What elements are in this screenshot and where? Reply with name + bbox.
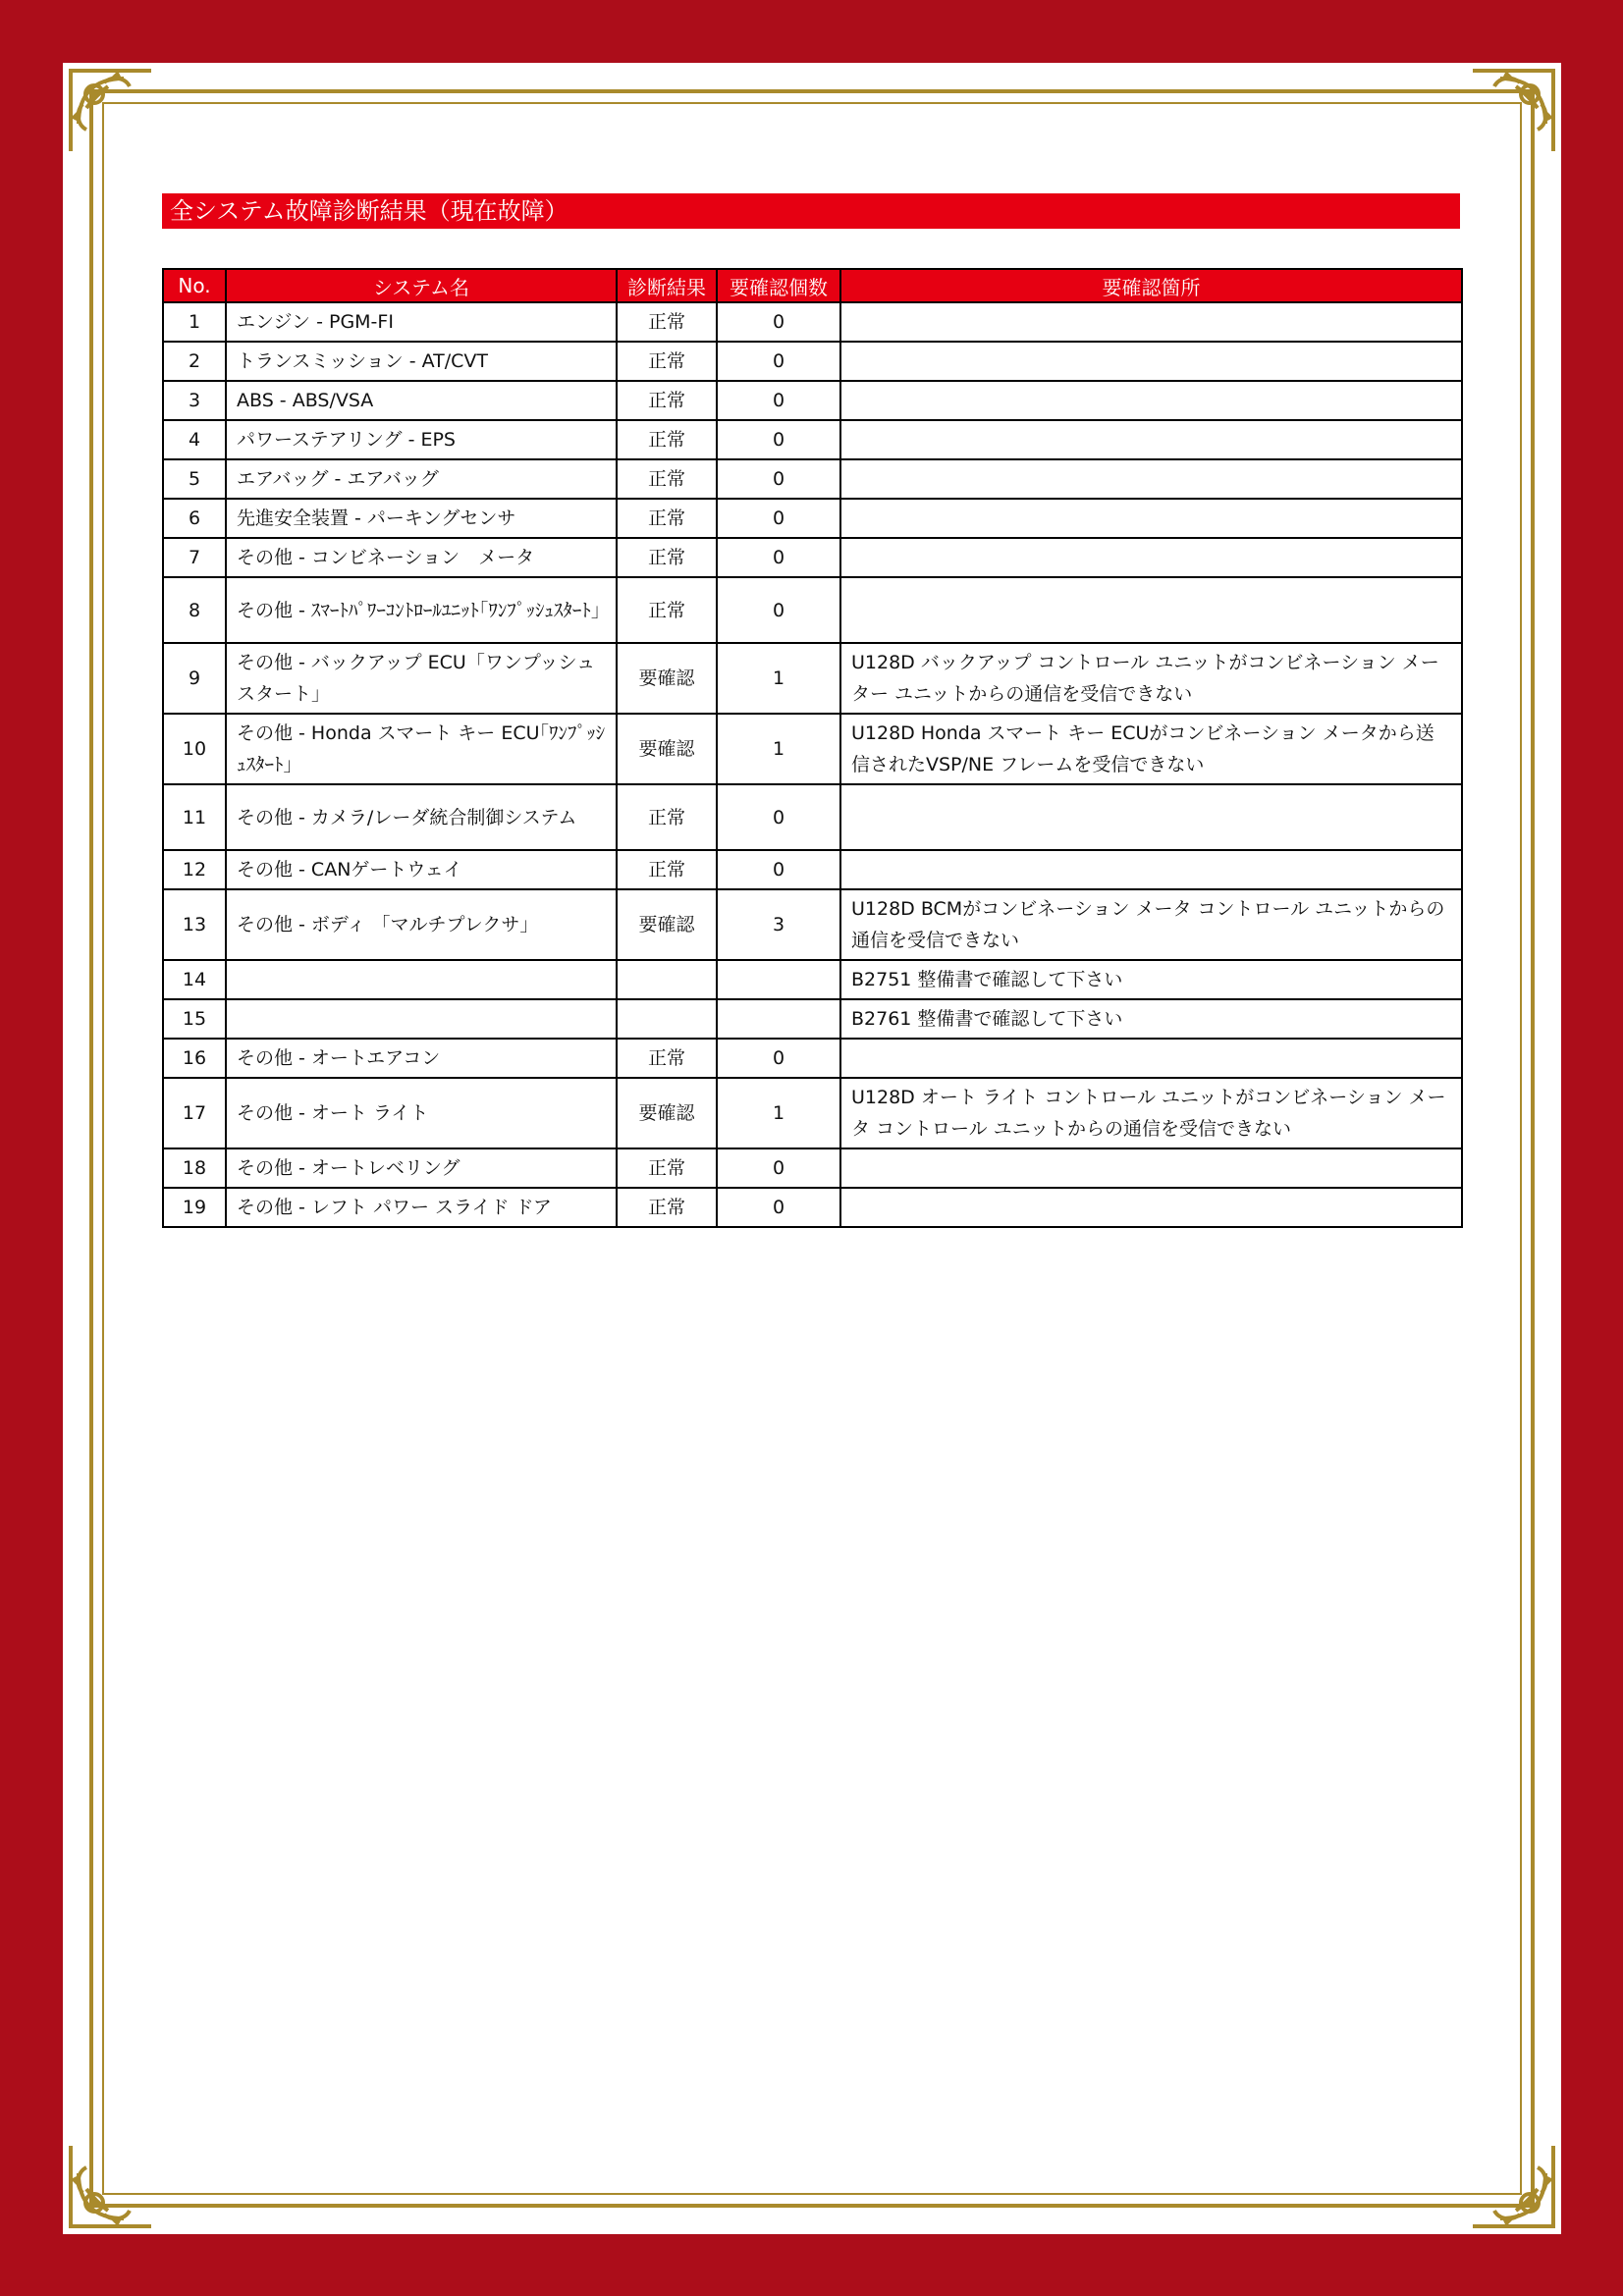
row-count: 0 xyxy=(717,459,840,499)
row-system: その他 - コンビネーション メータ xyxy=(226,538,617,577)
row-details xyxy=(840,342,1462,381)
row-result: 要確認 xyxy=(617,1078,717,1148)
table-header-row xyxy=(163,269,1462,302)
header-result: 診断結果 xyxy=(617,269,717,302)
row-no: 9 xyxy=(163,643,226,714)
row-count: 0 xyxy=(717,1039,840,1078)
header-system: システム名 xyxy=(226,269,617,302)
row-count: 1 xyxy=(717,643,840,714)
row-system: その他 - ｽﾏｰﾄﾊﾟﾜｰｺﾝﾄﾛｰﾙﾕﾆｯﾄ｢ﾜﾝﾌﾟｯｼｭｽﾀｰﾄ｣ xyxy=(226,577,617,643)
row-no: 3 xyxy=(163,381,226,420)
row-result: 正常 xyxy=(617,784,717,850)
report-title: 全システム故障診断結果（現在故障） xyxy=(162,193,1460,229)
row-details xyxy=(840,499,1462,538)
row-no: 1 xyxy=(163,302,226,342)
row-count: 0 xyxy=(717,499,840,538)
row-result: 正常 xyxy=(617,538,717,577)
row-details: U128D バックアップ コントロール ユニットがコンビネーション メーター ユニットからの通信を受信できない xyxy=(840,643,1462,714)
row-no: 7 xyxy=(163,538,226,577)
row-count: 0 xyxy=(717,302,840,342)
row-no: 8 xyxy=(163,577,226,643)
row-result: 正常 xyxy=(617,850,717,889)
row-count: 0 xyxy=(717,420,840,459)
row-details xyxy=(840,1148,1462,1188)
row-system: その他 - CANゲートウェイ xyxy=(226,850,617,889)
table-row xyxy=(163,850,1462,889)
table-row xyxy=(163,1078,1462,1148)
row-result: 正常 xyxy=(617,420,717,459)
table-row xyxy=(163,999,1462,1039)
row-count: 0 xyxy=(717,381,840,420)
table-row xyxy=(163,538,1462,577)
row-result xyxy=(617,999,717,1039)
header-count: 要確認個数 xyxy=(717,269,840,302)
row-no: 10 xyxy=(163,714,226,784)
row-no: 13 xyxy=(163,889,226,960)
row-system: その他 - カメラ/レーダ統合制御システム xyxy=(226,784,617,850)
row-details xyxy=(840,302,1462,342)
row-count: 0 xyxy=(717,577,840,643)
table-row xyxy=(163,499,1462,538)
row-result: 正常 xyxy=(617,302,717,342)
corner-flourish-icon xyxy=(1467,2140,1559,2232)
row-no: 4 xyxy=(163,420,226,459)
table-row xyxy=(163,420,1462,459)
corner-flourish-icon xyxy=(65,65,157,157)
row-details xyxy=(840,850,1462,889)
table-row xyxy=(163,1148,1462,1188)
row-no: 16 xyxy=(163,1039,226,1078)
row-count: 1 xyxy=(717,714,840,784)
row-result: 正常 xyxy=(617,1039,717,1078)
corner-flourish-icon xyxy=(65,2140,157,2232)
row-result xyxy=(617,960,717,999)
table-row xyxy=(163,342,1462,381)
row-details xyxy=(840,459,1462,499)
row-system: その他 - オートエアコン xyxy=(226,1039,617,1078)
row-system: トランスミッション - AT/CVT xyxy=(226,342,617,381)
row-details xyxy=(840,420,1462,459)
row-system: その他 - バックアップ ECU「ワンプッシュスタート」 xyxy=(226,643,617,714)
table-row xyxy=(163,784,1462,850)
table-row xyxy=(163,459,1462,499)
row-count: 0 xyxy=(717,850,840,889)
row-details xyxy=(840,784,1462,850)
row-system xyxy=(226,960,617,999)
row-result: 正常 xyxy=(617,381,717,420)
row-result: 正常 xyxy=(617,459,717,499)
row-no: 14 xyxy=(163,960,226,999)
row-no: 15 xyxy=(163,999,226,1039)
table-row xyxy=(163,302,1462,342)
row-result: 正常 xyxy=(617,499,717,538)
row-result: 正常 xyxy=(617,1188,717,1227)
row-count xyxy=(717,999,840,1039)
row-count: 0 xyxy=(717,784,840,850)
row-result: 正常 xyxy=(617,1148,717,1188)
row-count: 0 xyxy=(717,342,840,381)
row-no: 5 xyxy=(163,459,226,499)
row-system: 先進安全装置 - パーキングセンサ xyxy=(226,499,617,538)
diagnosis-table xyxy=(162,268,1463,1228)
row-system: その他 - ボディ 「マルチプレクサ」 xyxy=(226,889,617,960)
row-details: U128D Honda スマート キー ECUがコンビネーション メータから送信されたVSP/NE フレームを受信できない xyxy=(840,714,1462,784)
table-row xyxy=(163,1039,1462,1078)
row-system: パワーステアリング - EPS xyxy=(226,420,617,459)
row-system: エアバッグ - エアバッグ xyxy=(226,459,617,499)
row-result: 要確認 xyxy=(617,643,717,714)
row-details xyxy=(840,538,1462,577)
row-system: エンジン - PGM-FI xyxy=(226,302,617,342)
row-system: その他 - オート ライト xyxy=(226,1078,617,1148)
row-details xyxy=(840,1188,1462,1227)
row-details: B2751 整備書で確認して下さい xyxy=(840,960,1462,999)
row-count: 3 xyxy=(717,889,840,960)
row-no: 19 xyxy=(163,1188,226,1227)
row-count: 0 xyxy=(717,538,840,577)
row-count: 0 xyxy=(717,1188,840,1227)
row-details: U128D BCMがコンビネーション メータ コントロール ユニットからの通信を受信できない xyxy=(840,889,1462,960)
row-count: 1 xyxy=(717,1078,840,1148)
table-row xyxy=(163,714,1462,784)
row-no: 12 xyxy=(163,850,226,889)
row-details xyxy=(840,1039,1462,1078)
table-row xyxy=(163,960,1462,999)
row-count xyxy=(717,960,840,999)
row-system: その他 - オートレベリング xyxy=(226,1148,617,1188)
table-row xyxy=(163,643,1462,714)
row-details: U128D オート ライト コントロール ユニットがコンビネーション メータ コントロール ユニットからの通信を受信できない xyxy=(840,1078,1462,1148)
row-result: 要確認 xyxy=(617,714,717,784)
header-details: 要確認箇所 xyxy=(840,269,1462,302)
row-no: 17 xyxy=(163,1078,226,1148)
table-row xyxy=(163,889,1462,960)
row-details xyxy=(840,381,1462,420)
row-details: B2761 整備書で確認して下さい xyxy=(840,999,1462,1039)
row-no: 2 xyxy=(163,342,226,381)
row-details xyxy=(840,577,1462,643)
row-result: 正常 xyxy=(617,577,717,643)
row-no: 11 xyxy=(163,784,226,850)
row-result: 要確認 xyxy=(617,889,717,960)
row-no: 6 xyxy=(163,499,226,538)
row-system: その他 - Honda スマート キー ECU｢ﾜﾝﾌﾟｯｼｭｽﾀｰﾄ｣ xyxy=(226,714,617,784)
row-system xyxy=(226,999,617,1039)
table-row xyxy=(163,381,1462,420)
row-system: その他 - レフト パワー スライド ドア xyxy=(226,1188,617,1227)
corner-flourish-icon xyxy=(1467,65,1559,157)
table-row xyxy=(163,577,1462,643)
header-no: No. xyxy=(163,269,226,302)
row-result: 正常 xyxy=(617,342,717,381)
row-no: 18 xyxy=(163,1148,226,1188)
row-system: ABS - ABS/VSA xyxy=(226,381,617,420)
table-row xyxy=(163,1188,1462,1227)
row-count: 0 xyxy=(717,1148,840,1188)
